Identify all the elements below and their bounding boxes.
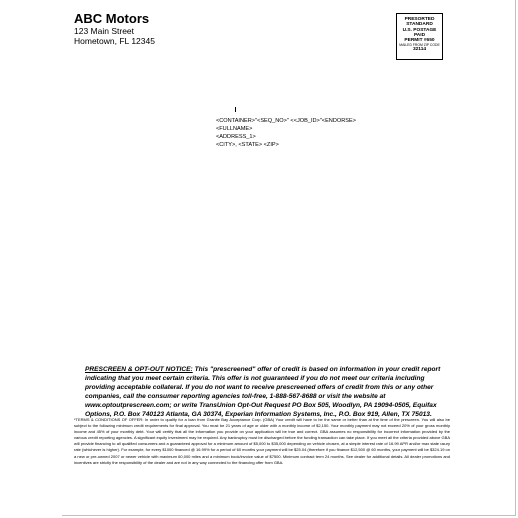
return-address [74,12,155,46]
postage-line-permit: PERMIT #650 [404,38,435,44]
terms-and-conditions: *TERMS & CONDITIONS OF OFFER: In order to qualify for a loan from Granite Bay Acceptance Corp. (GBA) Your credit will have to be the same or better than at the time of the prescreen. You will also be subject to the following minimum credit requirements for final approval. You must be 21 years of age or older with a monthly income of $2,150. Your monthly payment may not exceed 20% of your gross monthly income and 45% of your monthly debt. Your will certify that all the information you provide on your application will be true and correct. GBA assumes no responsibility for incorrect information provided by the various credit reporting agencies. A significant equity investment may be required. Any bankruptcy must be discharged before the funding transaction can take place. If you meet all the criteria provided above GBA will provide financing to all qualified consumers and a guaranteed approval for a minimum amount of $5,000 to $35,000 depending on vehicle chosen, at a simple interest rate of 16.99 APR and/or max state usury rate (whichever is higher). For example, for every $1000 financed @ 16.99% for a period of 60 months your payment will be $25.04 (therefore if you finance $12,500 @ 60 months, your payment will be $324.19 on a new or pre-owned 2007 or newer vehicle with maximum 60,000 miles and a minimum book/invoice value of $7500. Minimum contract term 24 months. See dealer for additional details. All dealer promotions and incentives are strictly the responsibility of the dealer and are not in any way connected to the financing offer from GBA. [74,417,450,465]
postage-line-zip: 32114 [412,47,427,53]
postage-line-standard: STANDARD [406,22,433,28]
postage-line-presorted: PRESORTED [404,17,435,22]
barcode-tick-mark [235,107,236,112]
prescreen-notice-title: PRESCREEN & OPT-OUT NOTICE: [85,366,193,373]
recipient-address: <ADDRESS_1> [216,134,256,140]
recipient-fullname: <FULLNAME> [216,126,253,132]
postage-line-us-postage: U.S. POSTAGE [402,27,437,33]
street-address: 123 Main Street [74,26,135,36]
postage-line-mailed-from: MAILED FROM ZIP CODE [399,43,440,48]
recipient-container-line: <CONTAINER>"<SEQ_NO>" <<JOB_ID>"<ENDORSE> [216,118,356,124]
prescreen-notice [85,365,445,420]
prescreen-notice-body: This "prescreened" offer of credit is based on information in your credit report indicating that you meet certain criteria. This offer is not guaranteed if you do not meet our criteria including providing acceptable collateral. If you do not want to receive prescreened offers of credit from this or any other companies, call the consumer reporting agencies toll-free, 1-888-567-8688 or visit the website at www.optoutprescreen.com; or write TransUnion Opt-Out Request PO Box 505, Woodlyn, PA 19094-0505, Equifax Options, P.O. Box 740123 Atlanta, GA 30374, Experian Information Systems, Inc., P.O. Box 919, Allen, TX 75013. [85,366,441,419]
recipient-city-state-zip: <CITY>, <STATE> <ZIP> [216,142,279,148]
company-name: ABC Motors [74,11,150,26]
postage-indicia [396,13,443,60]
postage-line-paid: PAID [413,32,426,38]
city-state-zip: Hometown, FL 12345 [74,36,155,46]
recipient-address-block [216,117,356,149]
